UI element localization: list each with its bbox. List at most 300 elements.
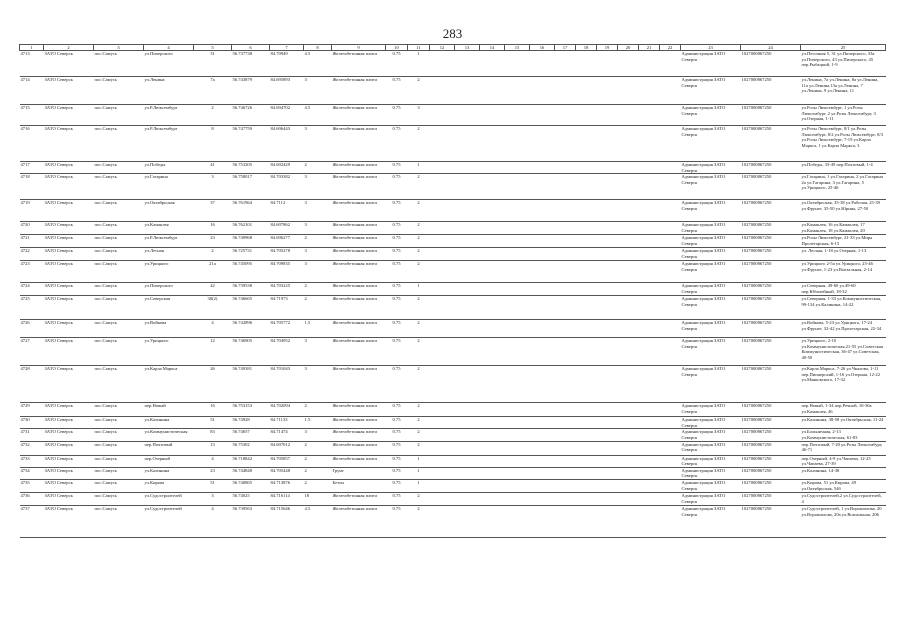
table-cell: ул.Судостроителей xyxy=(144,505,194,537)
header-cell: 1 xyxy=(20,45,44,51)
table-cell: 3 xyxy=(304,261,332,283)
table-cell: 4736 xyxy=(20,492,44,505)
table-cell xyxy=(618,455,639,467)
table-cell xyxy=(618,441,639,455)
table-cell: ул.Судостроителей xyxy=(144,492,194,505)
table-cell xyxy=(455,248,480,261)
table-cell xyxy=(505,441,530,455)
table-cell: Администрация ЗАТО Северск xyxy=(681,455,741,467)
table-cell: 4729 xyxy=(20,403,44,417)
table-cell: ЗАТО Северск xyxy=(44,417,94,429)
table-cell: Администрация ЗАТО Северск xyxy=(681,51,741,77)
table-cell: 18 xyxy=(304,492,332,505)
table-cell xyxy=(555,105,576,126)
table-cell: 84.705772 xyxy=(270,320,304,338)
table-cell xyxy=(430,366,455,403)
table-cell xyxy=(576,492,597,505)
table-row xyxy=(20,403,886,417)
table-cell xyxy=(576,417,597,429)
table-cell: Железобетонная плита xyxy=(332,105,386,126)
table-cell: 1027000867250 xyxy=(741,505,801,537)
table-cell: 84.702094 xyxy=(270,403,304,417)
table-cell xyxy=(480,505,505,537)
table-cell: пос.Самусь xyxy=(94,505,144,537)
table-cell xyxy=(618,417,639,429)
table-cell: ул. Лесная, 1-18 ул.Озерная, 1-13 xyxy=(801,248,886,261)
table-cell: ул.Калинина, 38-58 ул.Октябрьская, 11-24 xyxy=(801,417,886,429)
table-cell xyxy=(555,366,576,403)
table-cell: 3 xyxy=(304,200,332,222)
table-cell: 4725 xyxy=(20,296,44,320)
table-cell: 56.74025 xyxy=(232,492,270,505)
table-cell: пос.Самусь xyxy=(94,162,144,174)
table-cell xyxy=(555,441,576,455)
table-cell xyxy=(618,162,639,174)
table-cell: Администрация ЗАТО Северск xyxy=(681,261,741,283)
table-cell xyxy=(597,320,618,338)
table-cell xyxy=(639,200,660,222)
table-cell xyxy=(505,200,530,222)
table-cell xyxy=(618,492,639,505)
table-cell: ул.Пичерского xyxy=(144,51,194,77)
table-cell: Администрация ЗАТО Северск xyxy=(681,162,741,174)
table-cell: пос.Самусь xyxy=(94,235,144,248)
table-cell xyxy=(455,222,480,235)
table-cell xyxy=(455,261,480,283)
table-cell: Администрация ЗАТО Северск xyxy=(681,105,741,126)
table-cell: 84.692429 xyxy=(270,162,304,174)
table-cell: ЗАТО Северск xyxy=(44,441,94,455)
table-cell: 1 xyxy=(408,479,430,492)
table-cell: Администрация ЗАТО Северск xyxy=(681,338,741,366)
table-cell: 0.75 xyxy=(386,162,408,174)
table-cell: 16 xyxy=(194,403,232,417)
table-cell: пос.Самусь xyxy=(94,417,144,429)
table-cell: пос.Самусь xyxy=(94,174,144,200)
table-cell: ул.Калинина xyxy=(144,467,194,479)
table-cell xyxy=(505,105,530,126)
table-cell xyxy=(430,467,455,479)
table-cell xyxy=(480,479,505,492)
table-cell xyxy=(555,455,576,467)
table-cell: 0.75 xyxy=(386,505,408,537)
table-cell xyxy=(430,338,455,366)
table-cell: 84.716114 xyxy=(270,492,304,505)
table-cell: 41 xyxy=(194,162,232,174)
table-cell: пос.Самусь xyxy=(94,283,144,296)
table-cell xyxy=(555,467,576,479)
table-cell xyxy=(660,417,681,429)
table-cell xyxy=(530,126,555,162)
table-cell: ЗАТО Северск xyxy=(44,261,94,283)
header-cell: 14 xyxy=(480,45,505,51)
table-cell: 3 xyxy=(304,429,332,441)
table-cell xyxy=(455,320,480,338)
table-cell xyxy=(639,261,660,283)
table-cell: 2 xyxy=(408,126,430,162)
table-cell xyxy=(430,105,455,126)
table-cell: ул.Коммунистическая xyxy=(144,429,194,441)
table-cell xyxy=(455,126,480,162)
header-cell: 10 xyxy=(386,45,408,51)
table-cell xyxy=(530,441,555,455)
table-cell: 0.75 xyxy=(386,429,408,441)
table-cell xyxy=(430,200,455,222)
table-cell: 4713 xyxy=(20,51,44,77)
table-cell xyxy=(639,403,660,417)
table-cell: 1027000867250 xyxy=(741,417,801,429)
table-cell: 4717 xyxy=(20,162,44,174)
table-cell: ул.Северская xyxy=(144,296,194,320)
table-cell: 12 xyxy=(194,338,232,366)
table-cell: 0.75 xyxy=(386,479,408,492)
table-cell xyxy=(530,200,555,222)
table-cell: Администрация ЗАТО Северск xyxy=(681,235,741,248)
table-cell: 0.75 xyxy=(386,222,408,235)
table-cell: 1.5 xyxy=(304,417,332,429)
table-cell: 3 xyxy=(304,174,332,200)
table-cell xyxy=(597,441,618,455)
table-cell xyxy=(576,429,597,441)
table-cell xyxy=(618,51,639,77)
table-cell xyxy=(430,248,455,261)
table-cell xyxy=(430,126,455,162)
table-cell xyxy=(480,126,505,162)
table-cell: Железобетонная плита xyxy=(332,235,386,248)
table-cell xyxy=(430,403,455,417)
table-cell: Железобетонная плита xyxy=(332,441,386,455)
table-cell xyxy=(555,479,576,492)
table-row xyxy=(20,320,886,338)
table-cell: 1027000867250 xyxy=(741,261,801,283)
table-cell: Администрация ЗАТО Северск xyxy=(681,200,741,222)
table-cell xyxy=(618,429,639,441)
table-cell xyxy=(576,366,597,403)
table-cell: 2 xyxy=(408,77,430,105)
table-cell: 1027000867250 xyxy=(741,200,801,222)
table-cell xyxy=(660,283,681,296)
table-cell: Администрация ЗАТО Северск xyxy=(681,429,741,441)
table-cell: 0.75 xyxy=(386,283,408,296)
table-row xyxy=(20,105,886,126)
table-cell: 1027000867250 xyxy=(741,467,801,479)
table-cell xyxy=(618,126,639,162)
table-cell: 56.75302 xyxy=(232,441,270,455)
table-cell: 56.762101 xyxy=(232,222,270,235)
table-cell xyxy=(597,479,618,492)
table-cell: 56.745095 xyxy=(232,261,270,283)
table-cell xyxy=(530,479,555,492)
table-cell: ЗАТО Северск xyxy=(44,296,94,320)
table-cell: ЗАТО Северск xyxy=(44,162,94,174)
table-cell xyxy=(530,320,555,338)
table-cell xyxy=(430,429,455,441)
table-cell: 4730 xyxy=(20,417,44,429)
table-cell xyxy=(530,338,555,366)
table-cell xyxy=(576,283,597,296)
table-cell xyxy=(660,492,681,505)
table-cell xyxy=(618,261,639,283)
table-cell xyxy=(430,222,455,235)
table-cell xyxy=(618,283,639,296)
table-cell xyxy=(555,162,576,174)
table-cell xyxy=(505,492,530,505)
table-cell xyxy=(660,261,681,283)
table-cell xyxy=(480,441,505,455)
table-cell: 56.743879 xyxy=(232,77,270,105)
table-cell xyxy=(660,77,681,105)
table-cell: ул.Больничная, 2-13 ул.Коммунистическая, 61-83 xyxy=(801,429,886,441)
table-row xyxy=(20,261,886,283)
table-cell: пос.Самусь xyxy=(94,403,144,417)
table-cell: ул.Пичерского xyxy=(144,283,194,296)
table-cell xyxy=(480,492,505,505)
header-cell: 6 xyxy=(232,45,270,51)
table-cell xyxy=(660,126,681,162)
table-cell xyxy=(430,77,455,105)
table-cell xyxy=(530,429,555,441)
table-cell: 56.746905 xyxy=(232,338,270,366)
table-cell: 0.75 xyxy=(386,467,408,479)
table-cell xyxy=(660,455,681,467)
table-cell: 84.701043 xyxy=(270,366,304,403)
table-cell: ул.Войкова, 5-23 ул.Урицкого, 17-24 ул.Фрунзе, 32-42 ул.Пролетарская, 22-34 xyxy=(801,320,886,338)
table-cell: Администрация ЗАТО Северск xyxy=(681,126,741,162)
table-cell: пос.Самусь xyxy=(94,296,144,320)
table-cell: 4718 xyxy=(20,174,44,200)
table-cell: 84.695893 xyxy=(270,77,304,105)
header-cell: 11 xyxy=(408,45,430,51)
table-cell: 1027000867250 xyxy=(741,429,801,441)
table-cell: 1027000867250 xyxy=(741,455,801,467)
table-cell: 4 xyxy=(194,505,232,537)
table-cell: 4728 xyxy=(20,366,44,403)
table-cell: 56.74928 xyxy=(232,417,270,429)
table-cell: 3 xyxy=(194,492,232,505)
table-cell xyxy=(576,174,597,200)
table-row xyxy=(20,162,886,174)
table-cell: 4727 xyxy=(20,338,44,366)
table-cell xyxy=(660,51,681,77)
table-cell xyxy=(639,455,660,467)
table-cell xyxy=(530,248,555,261)
table-cell: 4716 xyxy=(20,126,44,162)
table-cell xyxy=(505,467,530,479)
table-cell: 1 xyxy=(408,51,430,77)
table-cell: 1 xyxy=(408,467,430,479)
table-row xyxy=(20,77,886,105)
table-cell xyxy=(455,174,480,200)
table-cell: 84.696443 xyxy=(270,126,304,162)
table-cell xyxy=(530,455,555,467)
table-cell xyxy=(618,296,639,320)
table-cell: 2 xyxy=(194,248,232,261)
table-cell: ЗАТО Северск xyxy=(44,403,94,417)
table-cell: 56.74657 xyxy=(232,429,270,441)
table-cell xyxy=(505,222,530,235)
table-cell: 0.75 xyxy=(386,126,408,162)
table-cell xyxy=(660,162,681,174)
table-cell: 0.75 xyxy=(386,417,408,429)
table-cell xyxy=(597,105,618,126)
table-cell xyxy=(639,248,660,261)
table-cell: 2 xyxy=(408,338,430,366)
header-cell: 18 xyxy=(576,45,597,51)
table-cell xyxy=(480,283,505,296)
table-cell xyxy=(597,174,618,200)
table-row xyxy=(20,492,886,505)
table-cell: 56.746665 xyxy=(232,296,270,320)
table-cell xyxy=(430,320,455,338)
table-cell xyxy=(455,105,480,126)
table-cell xyxy=(480,429,505,441)
table-cell xyxy=(576,222,597,235)
table-cell xyxy=(660,222,681,235)
table-cell: ул.Гагарина xyxy=(144,174,194,200)
table-cell xyxy=(660,441,681,455)
table-cell: 56.747759 xyxy=(232,126,270,162)
table-cell: Администрация ЗАТО Северск xyxy=(681,479,741,492)
table-cell xyxy=(530,162,555,174)
table-cell: 83 xyxy=(194,429,232,441)
table-cell: ул.Урицкого 2-5а ул.Урицкого, 25-46 ул.Фрунзе, 1-23 ул.Вокзальная, 2-14 xyxy=(801,261,886,283)
table-cell xyxy=(455,505,480,537)
table-cell: 4715 xyxy=(20,105,44,126)
table-cell: Администрация ЗАТО Северск xyxy=(681,492,741,505)
table-cell xyxy=(597,200,618,222)
table-cell xyxy=(505,162,530,174)
header-cell: 17 xyxy=(555,45,576,51)
table-cell: 84.703382 xyxy=(270,174,304,200)
table-cell: Администрация ЗАТО Северск xyxy=(681,467,741,479)
table-cell xyxy=(530,283,555,296)
table-cell xyxy=(505,338,530,366)
table-cell xyxy=(555,174,576,200)
table-row xyxy=(20,366,886,403)
table-cell xyxy=(597,261,618,283)
table-cell xyxy=(430,296,455,320)
table-cell: пос.Самусь xyxy=(94,479,144,492)
table-cell xyxy=(576,441,597,455)
table-cell: 4.5 xyxy=(304,105,332,126)
table-cell xyxy=(555,200,576,222)
table-cell: 1027000867250 xyxy=(741,126,801,162)
table-cell xyxy=(455,338,480,366)
table-cell: 3 xyxy=(194,174,232,200)
table-cell: ул.Калинина, 14-38 xyxy=(801,467,886,479)
table-cell: 2 xyxy=(304,283,332,296)
table-cell xyxy=(455,366,480,403)
table-cell xyxy=(505,126,530,162)
table-cell: 0.75 xyxy=(386,296,408,320)
table-cell xyxy=(618,174,639,200)
table-cell: Администрация ЗАТО Северск xyxy=(681,320,741,338)
table-cell xyxy=(639,174,660,200)
table-cell xyxy=(639,467,660,479)
table-cell: ул.Лесная xyxy=(144,248,194,261)
table-cell: 56.753205 xyxy=(232,162,270,174)
table-cell: ул.Урицкого xyxy=(144,338,194,366)
table-cell: 84.713876 xyxy=(270,479,304,492)
table-cell: ул.Ленина xyxy=(144,77,194,105)
table-cell: Железобетонная плита xyxy=(332,366,386,403)
table-row xyxy=(20,296,886,320)
table-cell xyxy=(430,174,455,200)
table-cell: 16 xyxy=(194,222,232,235)
table-cell xyxy=(530,492,555,505)
table-cell: 23 xyxy=(194,235,232,248)
table-cell xyxy=(555,429,576,441)
table-cell xyxy=(555,403,576,417)
table-cell: 26 xyxy=(194,366,232,403)
header-cell: 16 xyxy=(530,45,555,51)
table-cell xyxy=(576,479,597,492)
table-cell: 13 xyxy=(194,441,232,455)
table-cell: ул.Карла Маркса xyxy=(144,366,194,403)
table-cell: ул.Кирова xyxy=(144,479,194,492)
table-cell xyxy=(597,162,618,174)
table-cell xyxy=(455,235,480,248)
table-cell: 4726 xyxy=(20,320,44,338)
table-cell: ул.Р.Люксембург xyxy=(144,126,194,162)
table-row xyxy=(20,455,886,467)
table-cell: 2 xyxy=(408,248,430,261)
table-cell: ул.Судостроителей,2 ул.Судостроителей, 4 xyxy=(801,492,886,505)
table-cell xyxy=(597,235,618,248)
table-cell: Железобетонная плита xyxy=(332,455,386,467)
table-cell: ЗАТО Северск xyxy=(44,338,94,366)
table-cell: 2 xyxy=(408,441,430,455)
table-cell: ул.Победы xyxy=(144,162,194,174)
table-cell: 3 xyxy=(304,366,332,403)
table-cell: пос.Самусь xyxy=(94,77,144,105)
table-cell: пос.Самусь xyxy=(94,200,144,222)
page-number: 283 xyxy=(442,26,463,41)
table-cell: Железобетонная плита xyxy=(332,174,386,200)
table-cell xyxy=(576,77,597,105)
table-cell xyxy=(555,417,576,429)
table-cell xyxy=(480,174,505,200)
table-cell xyxy=(530,51,555,77)
table-cell: 1027000867250 xyxy=(741,283,801,296)
table-cell xyxy=(660,429,681,441)
table-cell: 0.75 xyxy=(386,51,408,77)
header-cell: 21 xyxy=(639,45,660,51)
table-cell: 1027000867250 xyxy=(741,366,801,403)
table-cell: пос.Самусь xyxy=(94,366,144,403)
table-cell: 0.75 xyxy=(386,174,408,200)
table-cell: ул.Кирова, 51 ул.Кирова, 49 ул.Октябрьская, 54б xyxy=(801,479,886,492)
table-row xyxy=(20,338,886,366)
table-cell xyxy=(430,235,455,248)
table-cell: ул.Карла Маркса, 7-26 ул.Чкалова, 1-11 пер.Пионерский, 1-16 ул.Озерная, 12-22 ул.Маяковского, 17-32 xyxy=(801,366,886,403)
table-cell: 56.753153 xyxy=(232,403,270,417)
table-cell xyxy=(430,417,455,429)
table-cell xyxy=(505,261,530,283)
table-cell xyxy=(555,492,576,505)
table-cell: 1.5 xyxy=(304,320,332,338)
table-cell: 1027000867250 xyxy=(741,162,801,174)
table-cell: пос.Самусь xyxy=(94,126,144,162)
table-cell: 7а xyxy=(194,77,232,105)
table-cell: Железобетонная плита xyxy=(332,126,386,162)
table-cell xyxy=(505,235,530,248)
table-cell xyxy=(430,492,455,505)
table-cell xyxy=(530,222,555,235)
table-cell xyxy=(430,261,455,283)
table-cell xyxy=(480,403,505,417)
table-cell: 84.705857 xyxy=(270,455,304,467)
